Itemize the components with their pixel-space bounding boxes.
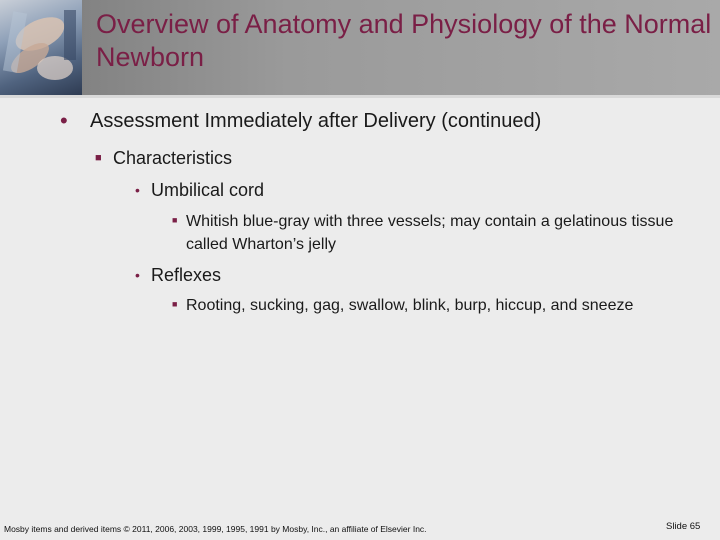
slide-header xyxy=(0,0,720,95)
bullet-level3-reflexes xyxy=(135,265,221,286)
bullet-text-umbilical: Umbilical cord xyxy=(151,180,265,200)
small-round-bullet-icon: • xyxy=(135,182,140,198)
copyright-footer: Mosby items and derived items © 2011, 2006, 2003, 1999, 1995, 1991 by Mosby, Inc., an affiliate of Elsevier Inc. xyxy=(4,524,427,534)
bullet-level4-reflexes xyxy=(172,294,692,317)
square-bullet-icon: ■ xyxy=(95,152,102,164)
bullet-level4-umbilical xyxy=(172,210,692,256)
bullet-text-reflexes: Reflexes xyxy=(151,265,222,285)
bullet-level2 xyxy=(95,148,232,169)
round-bullet-icon: • xyxy=(60,108,68,133)
slide-number: Slide 65 xyxy=(666,521,701,532)
newborn-photo xyxy=(0,0,82,95)
bullet-level1 xyxy=(60,110,541,133)
bullet-level3-umbilical xyxy=(135,180,264,201)
header-divider xyxy=(0,95,720,98)
bullet-text-reflexes-detail: Rooting, sucking, gag, swallow, blink, burp, hiccup, and sneeze xyxy=(186,297,634,314)
small-square-bullet-icon: ■ xyxy=(172,299,178,309)
bullet-text-characteristics: Characteristics xyxy=(113,148,233,168)
slide-title: Overview of Anatomy and Physiology of the Normal Newborn xyxy=(96,9,712,72)
bullet-text-assessment: Assessment Immediately after Delivery (continued) xyxy=(90,110,542,132)
small-square-bullet-icon: ■ xyxy=(172,215,178,225)
small-round-bullet-icon: • xyxy=(135,267,140,283)
bullet-text-umbilical-detail: Whitish blue-gray with three vessels; may contain a gelatinous tissue called Wharton’s jelly xyxy=(186,213,674,253)
